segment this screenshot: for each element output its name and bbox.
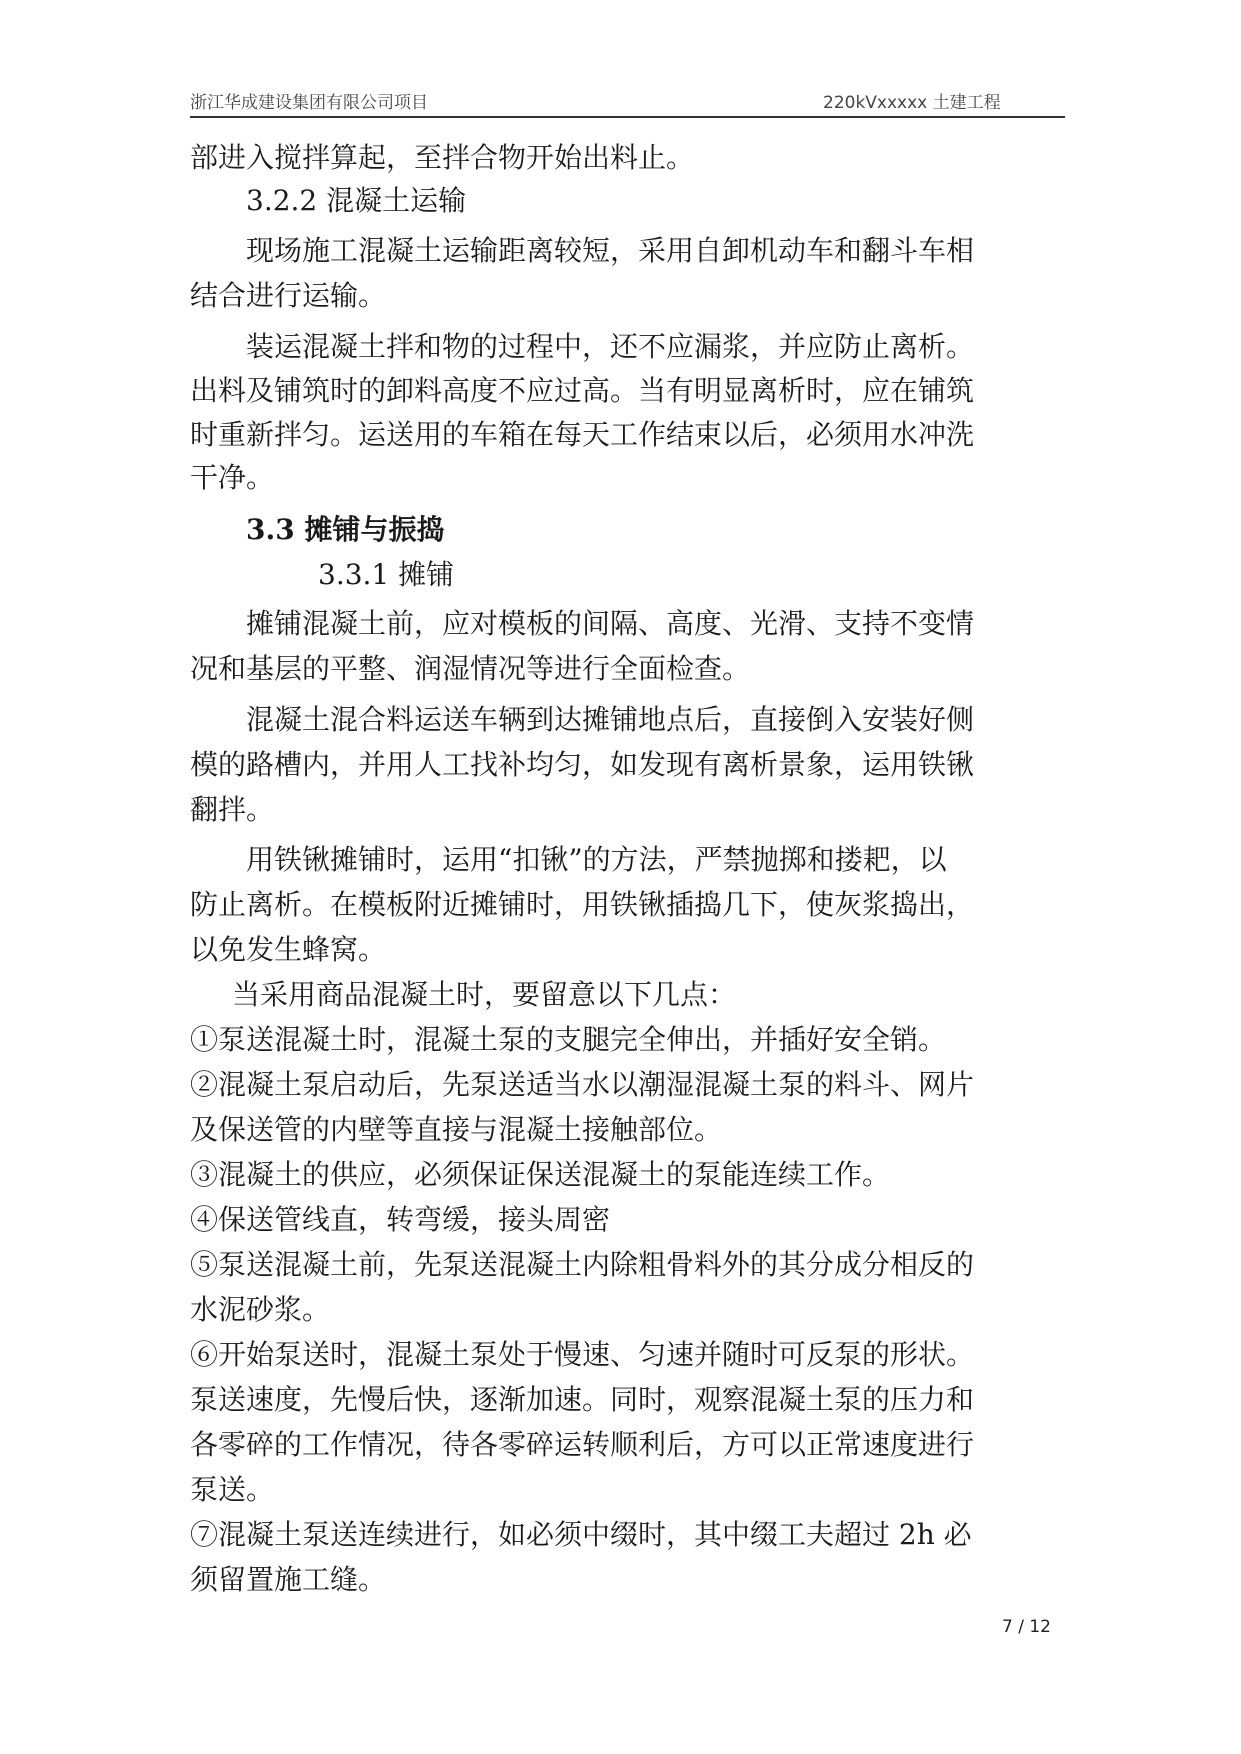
list-item-6-cont: 泵送速度，先慢后快，逐渐加速。同时，观察混凝土泵的压力和 <box>190 1383 975 1416</box>
section-heading-3-2-2: 3.2.2 混凝土运输 <box>246 184 467 217</box>
paragraph-line: 况和基层的平整、润湿情况等进行全面检查。 <box>190 652 751 685</box>
list-item-7-cont: 须留置施工缝。 <box>190 1563 387 1596</box>
paragraph-line: 以免发生蜂窝。 <box>190 933 387 966</box>
paragraph-line: 结合进行运输。 <box>190 279 387 312</box>
list-item-4: ④保送管线直，转弯缓，接头周密 <box>190 1203 611 1236</box>
list-item-6-cont: 泵送。 <box>190 1473 275 1506</box>
list-item-5-cont: 水泥砂浆。 <box>190 1293 331 1326</box>
paragraph-line: 混凝土混合料运送车辆到达摊铺地点后，直接倒入安装好侧 <box>246 703 975 736</box>
paragraph-line: 时重新拌匀。运送用的车箱在每天工作结束以后，必须用水冲洗 <box>190 418 975 451</box>
list-item-3: ③混凝土的供应，必须保证保送混凝土的泵能连续工作。 <box>190 1158 891 1191</box>
paragraph-line: 用铁锹摊铺时，运用“扣锹”的方法，严禁抛掷和搂耙，以 <box>246 843 947 876</box>
list-item-6: ⑥开始泵送时，混凝土泵处于慢速、匀速并随时可反泵的形状。 <box>190 1338 975 1371</box>
list-item-5: ⑤泵送混凝土前，先泵送混凝土内除粗骨料外的其分成分相反的 <box>190 1248 975 1281</box>
paragraph-line: 翻拌。 <box>190 793 275 826</box>
list-item-2: ②混凝土泵启动后，先泵送适当水以潮湿混凝土泵的料斗、网片 <box>190 1068 975 1101</box>
paragraph-line: 模的路槽内，并用人工找补均匀，如发现有离析景象，运用铁锹 <box>190 748 975 781</box>
paragraph-line: 防止离析。在模板附近摊铺时，用铁锹插捣几下，使灰浆捣出， <box>190 888 975 921</box>
header-project: 220kVxxxxx 土建工程 <box>823 93 1001 113</box>
list-item-6-cont: 各零碎的工作情况，待各零碎运转顺利后，方可以正常速度进行 <box>190 1428 975 1461</box>
paragraph-line: 干净。 <box>190 461 275 494</box>
paragraph-line: 出料及铺筑时的卸料高度不应过高。当有明显离析时，应在铺筑 <box>190 374 975 407</box>
list-item-1: ①泵送混凝土时，混凝土泵的支腿完全伸出，并插好安全销。 <box>190 1023 947 1056</box>
paragraph-line: 当采用商品混凝土时，要留意以下几点： <box>232 978 737 1011</box>
paragraph-line: 部进入搅拌算起，至拌合物开始出料止。 <box>190 141 695 174</box>
list-item-2-cont: 及保送管的内壁等直接与混凝土接触部位。 <box>190 1113 723 1146</box>
paragraph-line: 摊铺混凝土前，应对模板的间隔、高度、光滑、支持不变情 <box>246 607 975 640</box>
header-company: 浙江华成建设集团有限公司项目 <box>190 93 428 113</box>
paragraph-line: 现场施工混凝土运输距离较短，采用自卸机动车和翻斗车相 <box>246 234 975 267</box>
paragraph-line: 装运混凝土拌和物的过程中，还不应漏浆，并应防止离析。 <box>246 330 975 363</box>
page-number: 7 / 12 <box>1002 1617 1051 1637</box>
section-heading-3-3-1: 3.3.1 摊铺 <box>318 558 455 591</box>
page-header <box>190 86 1065 118</box>
list-item-7: ⑦混凝土泵送连续进行，如必须中缀时，其中缀工夫超过 2h 必 <box>190 1518 972 1551</box>
section-heading-3-3: 3.3 摊铺与振捣 <box>246 513 445 546</box>
